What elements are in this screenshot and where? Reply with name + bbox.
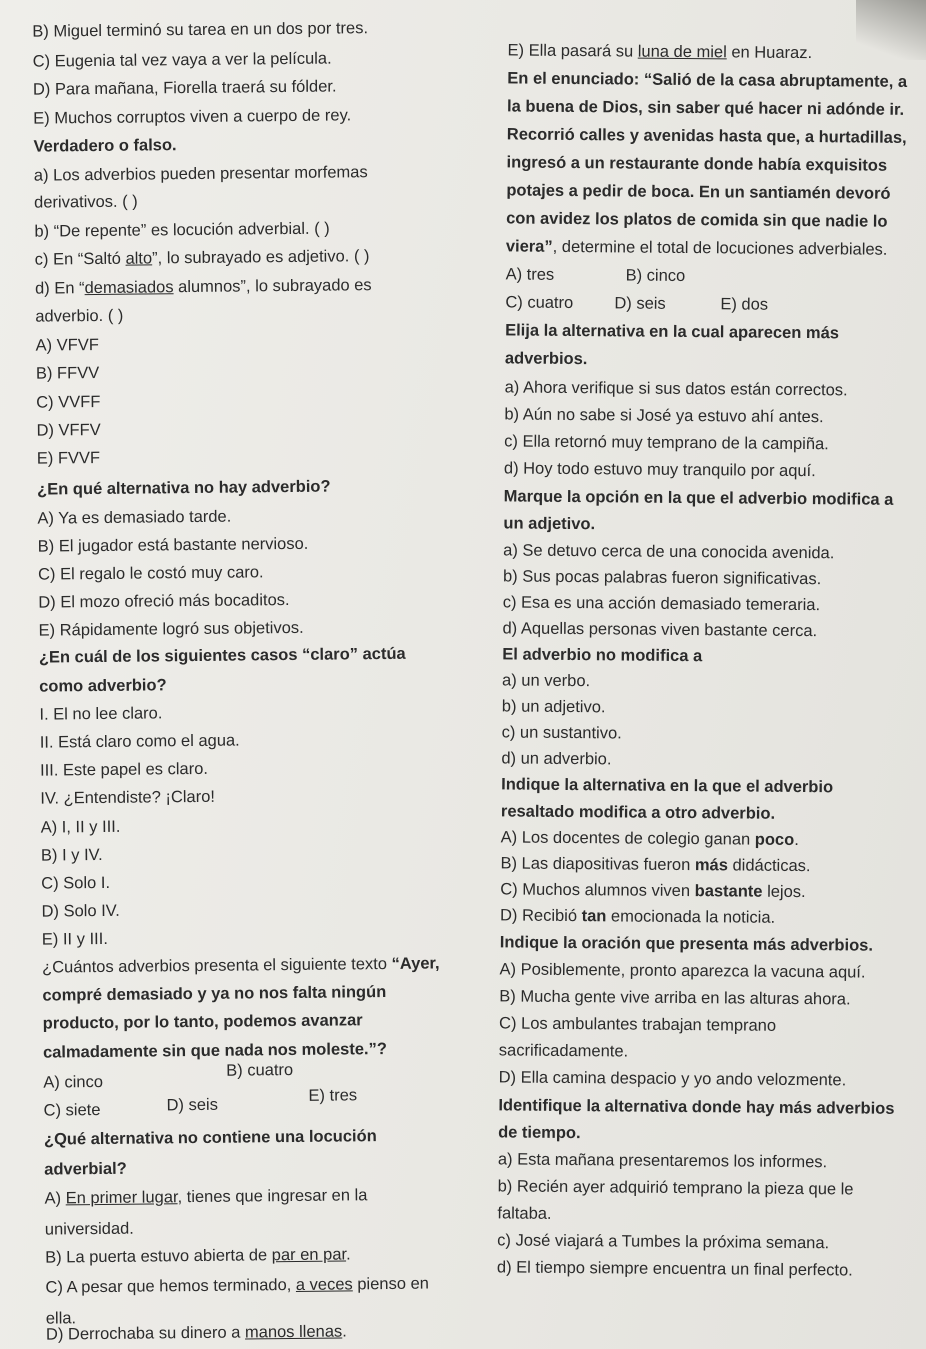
q0-option-d: D) Para mañana, Fiorella traerá su fólder. [32,77,337,99]
q12-option-c: c) José viajará a Tumbes la próxima semana. [497,1231,830,1253]
bold-text: tan [581,907,607,926]
q10-option-d [500,905,775,927]
underlined-text: par en par [271,1245,347,1265]
q8-option-d: d) Aquellas personas viven bastante cerca. [502,619,818,641]
q2-title: ¿En qué alternativa no hay adverbio? [37,477,331,499]
q1-item-b: b) “De repente” es locución adverbial. ( ) [34,219,330,241]
q10-option-b [500,853,810,876]
q1-option-e: E) FVVF [36,448,101,468]
q10-title: Indique la alternativa en la que el adverbio [501,775,834,797]
text: , determine el total de locuciones adverbiales. [552,237,888,259]
bold-text: más [694,856,729,875]
text: ¿Cuántos adverbios presenta el siguiente texto [42,954,392,977]
text: c) En “Saltó [34,249,126,269]
underlined-text: alto [125,249,153,268]
q10-option-c [500,879,806,902]
q2-option-c: C) El regalo le costó muy caro. [37,563,264,584]
q6-text-line-7 [506,236,888,259]
underlined-text: a veces [295,1275,353,1294]
q4-option-b: B) cuatro [226,1060,294,1080]
q9-option-a: a) un verbo. [502,671,591,691]
q5-option-a-cont: universidad. [44,1219,134,1239]
q1-item-d [35,275,372,299]
q5-option-a [44,1185,367,1208]
underlined-text: manos llenas [244,1322,343,1342]
q0-option-b: B) Miguel terminó su tarea en un dos por tres. [32,19,369,41]
q4-option-c: C) siete [43,1101,101,1120]
q1-option-a: A) VFVF [35,335,99,355]
page-corner-shadow [856,0,926,60]
q8-option-a: a) Se detuvo cerca de una conocida avenida. [503,541,835,563]
bold-text: bastante [694,882,763,901]
text: A) [44,1189,66,1208]
q9-option-d: d) un adverbio. [501,749,612,769]
q6-text-line-1: En el enunciado: “Salió de la casa abruptamente, a [507,69,908,91]
q12-option-d: d) El tiempo siempre encuentra un final perfecto. [496,1258,853,1280]
q6-text-line-5: potajes a pedir de boca. En un santiamén devoró [506,181,891,203]
q6-text-line-3: Recorrió calles y avenidas hasta que, a hurtadillas, [506,125,907,147]
text: en Huaraz. [726,43,813,63]
text: B) La puerta estuvo abierta de [45,1246,272,1267]
q3-item-1: I. El no lee claro. [39,704,163,724]
text: . [794,830,799,850]
q6-text-line-6: con avidez los platos de comida sin que nadie lo [506,209,888,231]
q4-title-line-3: producto, por lo tanto, podemos avanzar [42,1011,363,1033]
q7-option-c: c) Ella retornó muy temprano de la campiña. [504,432,829,454]
q6-option-b: B) cinco [625,266,686,285]
q7-title: Elija la alternativa en la cual aparecen más [505,321,840,343]
q11-option-c: C) Los ambulantes trabajan temprano [499,1014,777,1035]
q4-title [42,953,440,977]
q4-title-line-4: calmadamente sin que nada nos moleste.”? [42,1040,387,1062]
q2-option-b: B) El jugador está bastante nervioso. [37,534,309,556]
q12-option-b-cont: faltaba. [497,1204,552,1223]
q7-option-d: d) Hoy todo estuvo muy tranquilo por aquí. [503,459,816,481]
text: C) Muchos alumnos viven [500,880,695,901]
q3-option-c: C) Solo I. [41,873,111,893]
q3-title: ¿En cuál de los siguientes casos “claro” actúa [38,644,406,667]
text: lejos. [762,882,806,902]
q11-option-b: B) Mucha gente vive arriba en las alturas ahora. [499,987,851,1009]
text: E) Ella pasará su [507,41,638,61]
q0-option-c: C) Eugenia tal vez vaya a ver la película. [32,49,332,71]
bold-text: viera” [505,237,553,256]
bold-text: “Ayer, [391,954,440,973]
q9-option-b: b) un adjetivo. [501,697,606,717]
q6-option-e: E) dos [720,295,769,314]
q1-item-c [35,246,370,270]
q8-title: Marque la opción en la que el adverbio modifica a [503,487,894,509]
underlined-text: luna de miel [637,42,727,62]
text: C) A pesar que hemos terminado, [45,1275,296,1297]
underlined-text: En primer lugar [65,1188,178,1208]
q0-option-e: E) Muchos corruptos viven a cuerpo de rey. [33,106,352,128]
q1-item-d-cont: adverbio. ( ) [35,306,124,326]
q11-option-a: A) Posiblemente, pronto aparezca la vacuna aquí. [499,960,866,982]
q11-option-d: D) Ella camina despacio y yo ando velozmente. [498,1068,847,1090]
q2-option-a: A) Ya es demasiado tarde. [37,507,232,528]
q5-option-c [45,1274,429,1298]
q3-item-4: IV. ¿Entendiste? ¡Claro! [40,787,216,808]
q7-title-cont: adverbios. [504,349,588,369]
q9-option-c: c) un sustantivo. [501,723,622,743]
q1-option-c: C) VVFF [36,392,101,412]
text: emocionada la noticia. [606,907,776,927]
q6-text-line-2: la buena de Dios, sin saber qué hacer ni adónde ir. [507,97,905,119]
q4-option-e: E) tres [308,1086,358,1105]
text: D) Derrochaba su dinero a [45,1323,246,1344]
q7-option-a: a) Ahora verifique si sus datos están correctos. [504,378,848,400]
text: ”, lo subrayado es adjetivo. ( ) [152,247,370,268]
q1-item-a: a) Los adverbios pueden presentar morfemas [33,163,368,185]
text: , tienes que ingresar en la [177,1186,368,1207]
q4-title-line-2: compré demasiado y ya no nos falta ningún [42,983,387,1005]
q1-title: Verdadero o falso. [33,136,177,156]
underlined-text: demasiados [84,278,174,298]
q2-option-e: E) Rápidamente logró sus objetivos. [38,618,304,640]
q1-option-b: B) FFVV [35,363,100,383]
q4-option-d: D) seis [166,1095,219,1115]
q5-title-cont: adverbial? [44,1159,127,1179]
q12-option-a: a) Esta mañana presentaremos los informes. [497,1150,828,1172]
q4-option-a: A) cinco [43,1072,104,1092]
q12-title-cont: de tiempo. [498,1123,581,1143]
text: A) Los docentes de colegio ganan [500,828,755,849]
q10-option-a [501,827,799,850]
q5-option-c-cont: ella. [45,1309,77,1328]
q3-item-2: II. Está claro como el agua. [39,731,240,752]
q10-title-cont: resaltado modifica a otro adverbio. [500,802,776,823]
q7-option-b: b) Aún no sabe si José ya estuvo ahí antes. [504,405,824,427]
text: didácticas. [727,856,811,876]
q3-option-a: A) I, II y III. [40,817,121,837]
bold-text: poco [754,830,795,849]
q2-option-d: D) El mozo ofreció más bocaditos. [38,591,290,612]
q0-option-e [507,40,812,63]
text: . [342,1322,347,1341]
q5-option-d [46,1321,347,1344]
q3-title-cont: como adverbio? [39,676,167,696]
q1-option-d: D) VFFV [36,420,101,440]
q8-option-b: b) Sus pocas palabras fueron significativas. [502,567,822,589]
q1-item-a-cont: derivativos. ( ) [34,192,138,212]
q3-item-3: III. Este papel es claro. [39,759,209,780]
q9-title: El adverbio no modifica a [502,645,703,666]
q6-option-d: D) seis [614,294,666,313]
q11-title: Indique la oración que presenta más adverbios. [499,933,874,955]
q11-option-c-cont: sacrificadamente. [498,1041,629,1061]
q6-text-line-4: ingresó a un restaurante donde había exquisitos [506,153,888,175]
q5-option-b [45,1244,351,1267]
text: B) Las diapositivas fueron [500,854,696,875]
text: alumnos”, lo subrayado es [173,276,372,297]
q3-option-d: D) Solo IV. [41,901,120,921]
q3-option-b: B) I y IV. [40,845,103,865]
q8-option-c: c) Esa es una acción demasiado temeraria. [502,593,821,615]
q12-title: Identifique la alternativa donde hay más adverbios [498,1096,895,1118]
text: D) Recibió [499,906,582,926]
q8-title-cont: un adjetivo. [503,514,596,534]
q6-option-c: C) cuatro [505,293,574,313]
q6-option-a: A) tres [505,265,555,284]
q12-option-b: b) Recién ayer adquirió temprano la pieza que le [497,1177,854,1199]
q3-option-e: E) II y III. [41,929,108,949]
text: . [345,1245,351,1264]
q5-title: ¿Qué alternativa no contiene una locución [43,1127,377,1149]
text: d) En “ [34,279,85,298]
text: pienso en [352,1274,429,1294]
